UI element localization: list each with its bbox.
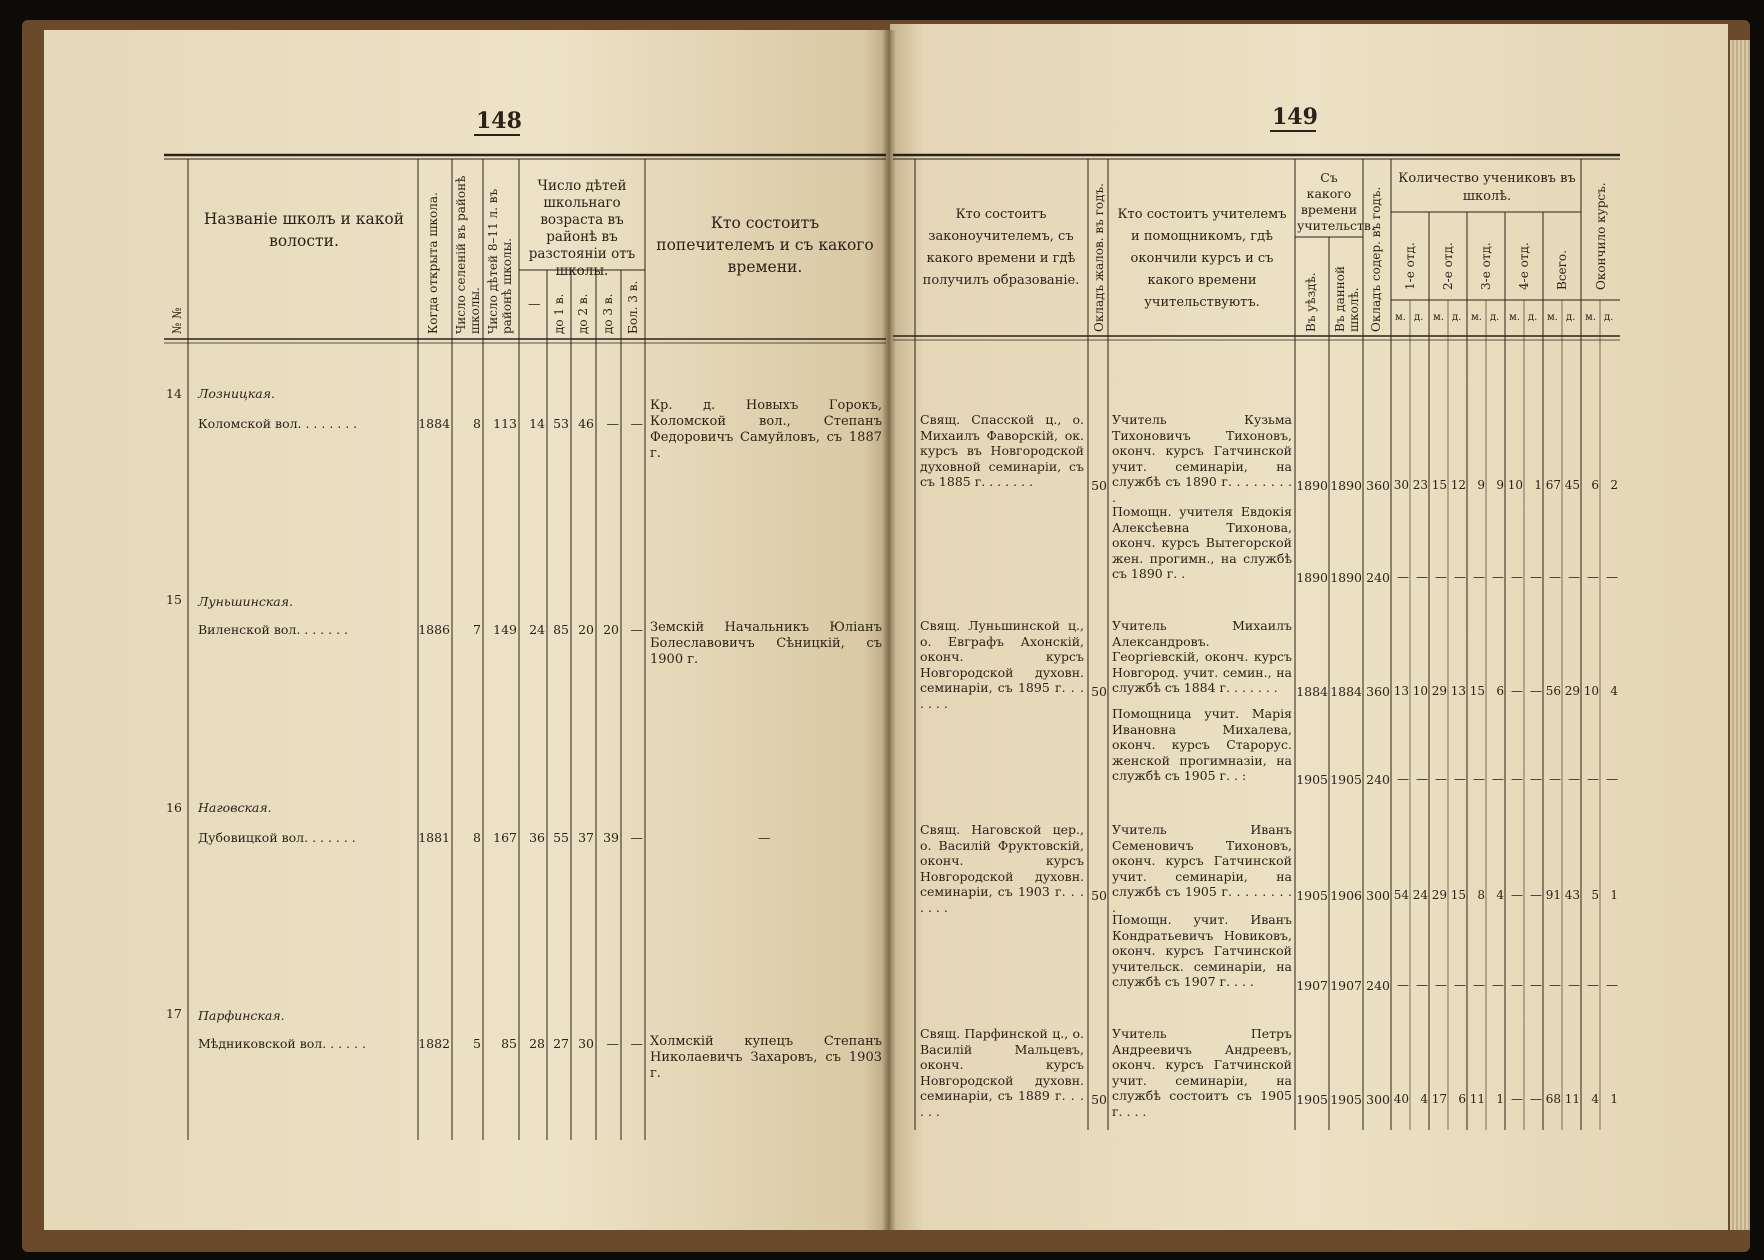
since-school-cell: 1907	[1330, 978, 1362, 993]
student-count-cell: 5	[1591, 888, 1599, 902]
student-count-cell: 9	[1496, 478, 1504, 492]
row-14-opened: 1884	[418, 416, 450, 431]
student-count-cell: 24	[1412, 888, 1428, 902]
header-in-uezd: Въ уѣздѣ.	[1304, 272, 1318, 332]
since-school-cell: 1890	[1330, 570, 1362, 585]
student-count-cell: 17	[1431, 1092, 1447, 1106]
row-16-villages: 8	[473, 830, 481, 845]
student-count-cell: —	[1549, 978, 1561, 992]
header-salary: Окладъ содер. въ годъ.	[1369, 186, 1383, 332]
header-villages: Число селеній въ районѣ школы.	[454, 175, 482, 334]
row-15-d3: 20	[603, 622, 619, 637]
since-school-cell: 1905	[1330, 1092, 1362, 1107]
row-14-d2: 46	[578, 416, 594, 431]
header-distance-2: до 2 в.	[576, 293, 590, 334]
student-count-cell: —	[1530, 1092, 1542, 1106]
student-count-cell: 2	[1610, 478, 1618, 492]
student-count-cell: 11	[1564, 1092, 1580, 1106]
student-count-cell: —	[1549, 772, 1561, 786]
sub-m-5: м.	[1547, 312, 1558, 323]
student-count-cell: 4	[1496, 888, 1504, 902]
student-count-cell: 29	[1564, 684, 1580, 698]
student-count-cell: —	[1416, 570, 1428, 584]
header-since-group: Съ какого времени учительств.	[1297, 170, 1375, 233]
student-count-cell: —	[1587, 978, 1599, 992]
sub-m-2: м.	[1433, 312, 1444, 323]
student-count-cell: 13	[1450, 684, 1466, 698]
row-14-villages: 8	[473, 416, 481, 431]
student-count-cell: —	[1492, 978, 1504, 992]
student-count-cell: —	[1397, 978, 1409, 992]
student-count-cell: —	[1530, 570, 1542, 584]
student-count-cell: 10	[1412, 684, 1428, 698]
student-count-cell: 10	[1583, 684, 1599, 698]
sub-d-3: д.	[1490, 312, 1500, 323]
row-17-volost: Мѣдниковской вол. . . . . .	[198, 1036, 366, 1051]
right-page-number: 149	[1272, 104, 1318, 130]
row-17-trustee: Холмскій купецъ Степанъ Николаевичъ Захаровъ, съ 1903 г.	[650, 1034, 882, 1081]
student-count-cell: 13	[1393, 684, 1409, 698]
student-count-cell: —	[1587, 772, 1599, 786]
header-distance-3: до 3 в.	[601, 293, 615, 334]
student-count-cell: —	[1530, 888, 1542, 902]
header-opened: Когда открыта школа.	[426, 192, 440, 334]
header-grade-3: 3-е отд.	[1479, 242, 1493, 290]
student-count-cell: —	[1416, 772, 1428, 786]
row-14-trustee: Кр. д. Новыхъ Горокъ, Коломской вол., Степанъ Федоровичъ Самуйловъ, съ 1887 г.	[650, 398, 882, 461]
student-count-cell: 11	[1469, 1092, 1485, 1106]
row-14-d3: —	[606, 416, 619, 431]
row-15-children: 149	[493, 622, 517, 637]
header-school-name: Названіе школъ и какой волости.	[203, 210, 405, 250]
student-count-cell: 40	[1393, 1092, 1409, 1106]
student-count-cell: —	[1530, 772, 1542, 786]
header-grade-4: 4-е отд.	[1517, 242, 1531, 290]
student-count-cell: 15	[1469, 684, 1485, 698]
since-school-cell: 1890	[1330, 478, 1362, 493]
salary-cell: 300	[1366, 1092, 1390, 1107]
since-school-cell: 1884	[1330, 684, 1362, 699]
header-grade-2: 2-е отд.	[1441, 242, 1455, 290]
header-distance-1: до 1 в.	[552, 293, 566, 334]
student-count-cell: —	[1416, 978, 1428, 992]
since-uezd-cell: 1884	[1296, 684, 1328, 699]
student-count-cell: 4	[1420, 1092, 1428, 1106]
teacher-cell: Помощница учит. Марія Ивановна Михалева, оконч. курсъ Старорус. женской прогимназіи, на службѣ съ 1905 г. . :	[1112, 706, 1292, 783]
student-count-cell: —	[1549, 570, 1561, 584]
row-16-d1: 55	[553, 830, 569, 845]
row-17-no: 17	[166, 1006, 182, 1021]
sub-d-6: д.	[1604, 312, 1614, 323]
row-17-opened: 1882	[418, 1036, 450, 1051]
student-count-cell: 6	[1591, 478, 1599, 492]
student-count-cell: 29	[1431, 888, 1447, 902]
law-salary-cell: 50	[1091, 684, 1107, 699]
student-count-cell: 6	[1496, 684, 1504, 698]
row-14-d4: —	[630, 416, 643, 431]
header-distance-group: Число дѣтей школьнаго возраста въ районѣ въ разстояніи отъ школы.	[528, 178, 636, 279]
row-16-d3: 39	[603, 830, 619, 845]
student-count-cell: 15	[1450, 888, 1466, 902]
student-count-cell: 4	[1591, 1092, 1599, 1106]
student-count-cell: —	[1435, 772, 1447, 786]
left-page-number: 148	[476, 108, 522, 134]
student-count-cell: —	[1530, 684, 1542, 698]
header-in-school: Въ данной школѣ.	[1333, 265, 1361, 332]
row-16-children: 167	[493, 830, 517, 845]
student-count-cell: 91	[1545, 888, 1561, 902]
row-17-villages: 5	[473, 1036, 481, 1051]
row-16-no: 16	[166, 800, 182, 815]
salary-cell: 240	[1366, 772, 1390, 787]
header-finished: Окончило курсъ.	[1594, 182, 1608, 290]
header-distance-0: —	[528, 296, 541, 311]
row-14-volost: Коломской вол. . . . . . . .	[198, 416, 358, 431]
row-14-school: Лозницкая.	[198, 386, 275, 401]
student-count-cell: —	[1511, 570, 1523, 584]
row-17-d0: 28	[529, 1036, 545, 1051]
student-count-cell: —	[1606, 570, 1618, 584]
sub-d-5: д.	[1566, 312, 1576, 323]
row-16-d4: —	[630, 830, 643, 845]
student-count-cell: 4	[1610, 684, 1618, 698]
law-teacher-cell: Свящ. Наговской цер., о. Василій Фруктовскій, оконч. курсъ Новгородской духовн. семинаріи, съ 1903 г. . . . . . .	[920, 822, 1084, 915]
row-17-d3: —	[606, 1036, 619, 1051]
row-16-trustee: —	[758, 830, 771, 845]
header-total: Всего.	[1555, 250, 1569, 290]
since-uezd-cell: 1890	[1296, 570, 1328, 585]
row-15-villages: 7	[473, 622, 481, 637]
student-count-cell: 67	[1545, 478, 1561, 492]
sub-d-2: д.	[1452, 312, 1462, 323]
student-count-cell: 12	[1450, 478, 1466, 492]
header-no: № №	[170, 307, 184, 334]
row-15-d0: 24	[529, 622, 545, 637]
row-15-volost: Виленской вол. . . . . . .	[198, 622, 348, 637]
since-uezd-cell: 1905	[1296, 1092, 1328, 1107]
since-uezd-cell: 1890	[1296, 478, 1328, 493]
student-count-cell: —	[1473, 978, 1485, 992]
student-count-cell: —	[1568, 978, 1580, 992]
row-17-children: 85	[501, 1036, 517, 1051]
student-count-cell: —	[1454, 570, 1466, 584]
row-15-trustee: Земскій Начальникъ Юліанъ Болеславовичъ Сѣницкій, съ 1900 г.	[650, 620, 882, 667]
salary-cell: 300	[1366, 888, 1390, 903]
student-count-cell: 1	[1496, 1092, 1504, 1106]
header-distance-3plus: Бол. 3 в.	[626, 280, 640, 334]
student-count-cell: 9	[1477, 478, 1485, 492]
law-salary-cell: 50	[1091, 478, 1107, 493]
row-17-d2: 30	[578, 1036, 594, 1051]
header-students-group: Количество учениковъ въ школѣ.	[1398, 171, 1576, 204]
since-uezd-cell: 1905	[1296, 888, 1328, 903]
student-count-cell: —	[1454, 978, 1466, 992]
sub-m-1: м.	[1395, 312, 1406, 323]
row-17-school: Парфинская.	[198, 1008, 285, 1023]
student-count-cell: 15	[1431, 478, 1447, 492]
sub-d-1: д.	[1414, 312, 1424, 323]
teacher-cell: Помощн. учителя Евдокія Алексѣевна Тихонова, оконч. курсъ Вытегорской жен. прогимн., на службѣ съ 1890 г. .	[1112, 504, 1292, 581]
student-count-cell: 56	[1545, 684, 1561, 698]
student-count-cell: 1	[1610, 1092, 1618, 1106]
since-uezd-cell: 1905	[1296, 772, 1328, 787]
student-count-cell: 43	[1564, 888, 1580, 902]
salary-cell: 240	[1366, 978, 1390, 993]
law-teacher-cell: Свящ. Парфинской ц., о. Василій Мальцевъ, оконч. курсъ Новгородской духовн. семинаріи, съ 1889 г. . . . . .	[920, 1026, 1084, 1119]
student-count-cell: —	[1435, 978, 1447, 992]
row-15-d4: —	[630, 622, 643, 637]
header-teacher: Кто состоитъ учителемъ и помощникомъ, гдѣ окончили курсъ и съ какого времени учительствуютъ.	[1117, 207, 1287, 310]
row-16-d2: 37	[578, 830, 594, 845]
sub-m-6: м.	[1585, 312, 1596, 323]
law-salary-cell: 50	[1091, 1092, 1107, 1107]
row-14-d0: 14	[529, 416, 545, 431]
student-count-cell: —	[1606, 978, 1618, 992]
student-count-cell: 29	[1431, 684, 1447, 698]
teacher-cell: Учитель Михаилъ Александровъ. Георгіевскій, оконч. курсъ Новгород. учит. семин., на службѣ съ 1884 г. . . . . . .	[1112, 618, 1292, 695]
student-count-cell: 45	[1564, 478, 1580, 492]
row-15-no: 15	[166, 592, 182, 607]
student-count-cell: —	[1511, 1092, 1523, 1106]
law-teacher-cell: Свящ. Луньшинской ц., о. Евграфъ Ахонскій, оконч. курсъ Новгородской духовн. семинаріи, съ 1895 г. . . . . . .	[920, 618, 1084, 711]
student-count-cell: —	[1568, 772, 1580, 786]
student-count-cell: —	[1492, 570, 1504, 584]
since-school-cell: 1905	[1330, 772, 1362, 787]
student-count-cell: —	[1492, 772, 1504, 786]
teacher-cell: Учитель Кузьма Тихоновичъ Тихоновъ, оконч. курсъ Гатчинской учит. семинаріи, на службѣ съ 1890 г. . . . . . . . .	[1112, 412, 1292, 505]
row-15-opened: 1886	[418, 622, 450, 637]
sub-d-4: д.	[1528, 312, 1538, 323]
student-count-cell: 6	[1458, 1092, 1466, 1106]
student-count-cell: 1	[1610, 888, 1618, 902]
student-count-cell: —	[1606, 772, 1618, 786]
header-children: Число дѣтей 8–11 л. въ районѣ школы.	[486, 188, 514, 334]
header-trustee: Кто состоитъ попечителемъ и съ какого времени.	[656, 214, 874, 276]
row-17-d4: —	[630, 1036, 643, 1051]
student-count-cell: —	[1397, 772, 1409, 786]
student-count-cell: —	[1473, 570, 1485, 584]
law-teacher-cell: Свящ. Спасской ц., о. Михаилъ Фаворскій, ок. курсъ въ Новгородской духовной семинаріи, съ съ 1885 г. . . . . . .	[920, 412, 1084, 489]
row-15-d2: 20	[578, 622, 594, 637]
teacher-cell: Учитель Иванъ Семеновичъ Тихоновъ, оконч. курсъ Гатчинской учит. семинаріи, на службѣ съ 1905 г. . . . . . . . .	[1112, 822, 1292, 915]
header-law-teacher: Кто состоитъ законоучителемъ, съ какого времени и гдѣ получилъ образованіе.	[922, 207, 1080, 288]
row-16-d0: 36	[529, 830, 545, 845]
sub-m-3: м.	[1471, 312, 1482, 323]
sub-m-4: м.	[1509, 312, 1520, 323]
student-count-cell: —	[1511, 684, 1523, 698]
student-count-cell: 54	[1393, 888, 1409, 902]
since-uezd-cell: 1907	[1296, 978, 1328, 993]
student-count-cell: —	[1454, 772, 1466, 786]
teacher-cell: Учитель Петръ Андреевичъ Андреевъ, оконч. курсъ Гатчинской учит. семинаріи, на службѣ состоитъ съ 1905 г. . . .	[1112, 1026, 1292, 1119]
row-15-school: Луньшинская.	[198, 594, 294, 609]
row-16-school: Наговская.	[198, 800, 272, 815]
law-salary-cell: 50	[1091, 888, 1107, 903]
row-16-opened: 1881	[418, 830, 450, 845]
student-count-cell: 68	[1545, 1092, 1561, 1106]
row-14-d1: 53	[553, 416, 569, 431]
student-count-cell: —	[1511, 888, 1523, 902]
row-17-d1: 27	[553, 1036, 569, 1051]
student-count-cell: —	[1511, 772, 1523, 786]
student-count-cell: —	[1473, 772, 1485, 786]
student-count-cell: 23	[1412, 478, 1428, 492]
teacher-cell: Помощн. учит. Иванъ Кондратьевичъ Новиковъ, оконч. курсъ Гатчинской учительск. семинаріи, на службѣ съ 1907 г. . . .	[1112, 912, 1292, 989]
row-15-d1: 85	[553, 622, 569, 637]
row-14-children: 113	[493, 416, 517, 431]
student-count-cell: 30	[1393, 478, 1409, 492]
since-school-cell: 1906	[1330, 888, 1362, 903]
student-count-cell: —	[1397, 570, 1409, 584]
salary-cell: 360	[1366, 684, 1390, 699]
salary-cell: 360	[1366, 478, 1390, 493]
student-count-cell: 1	[1534, 478, 1542, 492]
student-count-cell: 8	[1477, 888, 1485, 902]
student-count-cell: —	[1511, 978, 1523, 992]
student-count-cell: —	[1568, 570, 1580, 584]
student-count-cell: —	[1587, 570, 1599, 584]
header-grade-1: 1-е отд.	[1403, 242, 1417, 290]
row-16-volost: Дубовицкой вол. . . . . . .	[198, 830, 356, 845]
row-14-no: 14	[166, 386, 182, 401]
student-count-cell: —	[1435, 570, 1447, 584]
salary-cell: 240	[1366, 570, 1390, 585]
student-count-cell: —	[1530, 978, 1542, 992]
student-count-cell: 10	[1507, 478, 1523, 492]
header-law-salary: Окладъ жалов. въ годъ.	[1092, 183, 1106, 332]
